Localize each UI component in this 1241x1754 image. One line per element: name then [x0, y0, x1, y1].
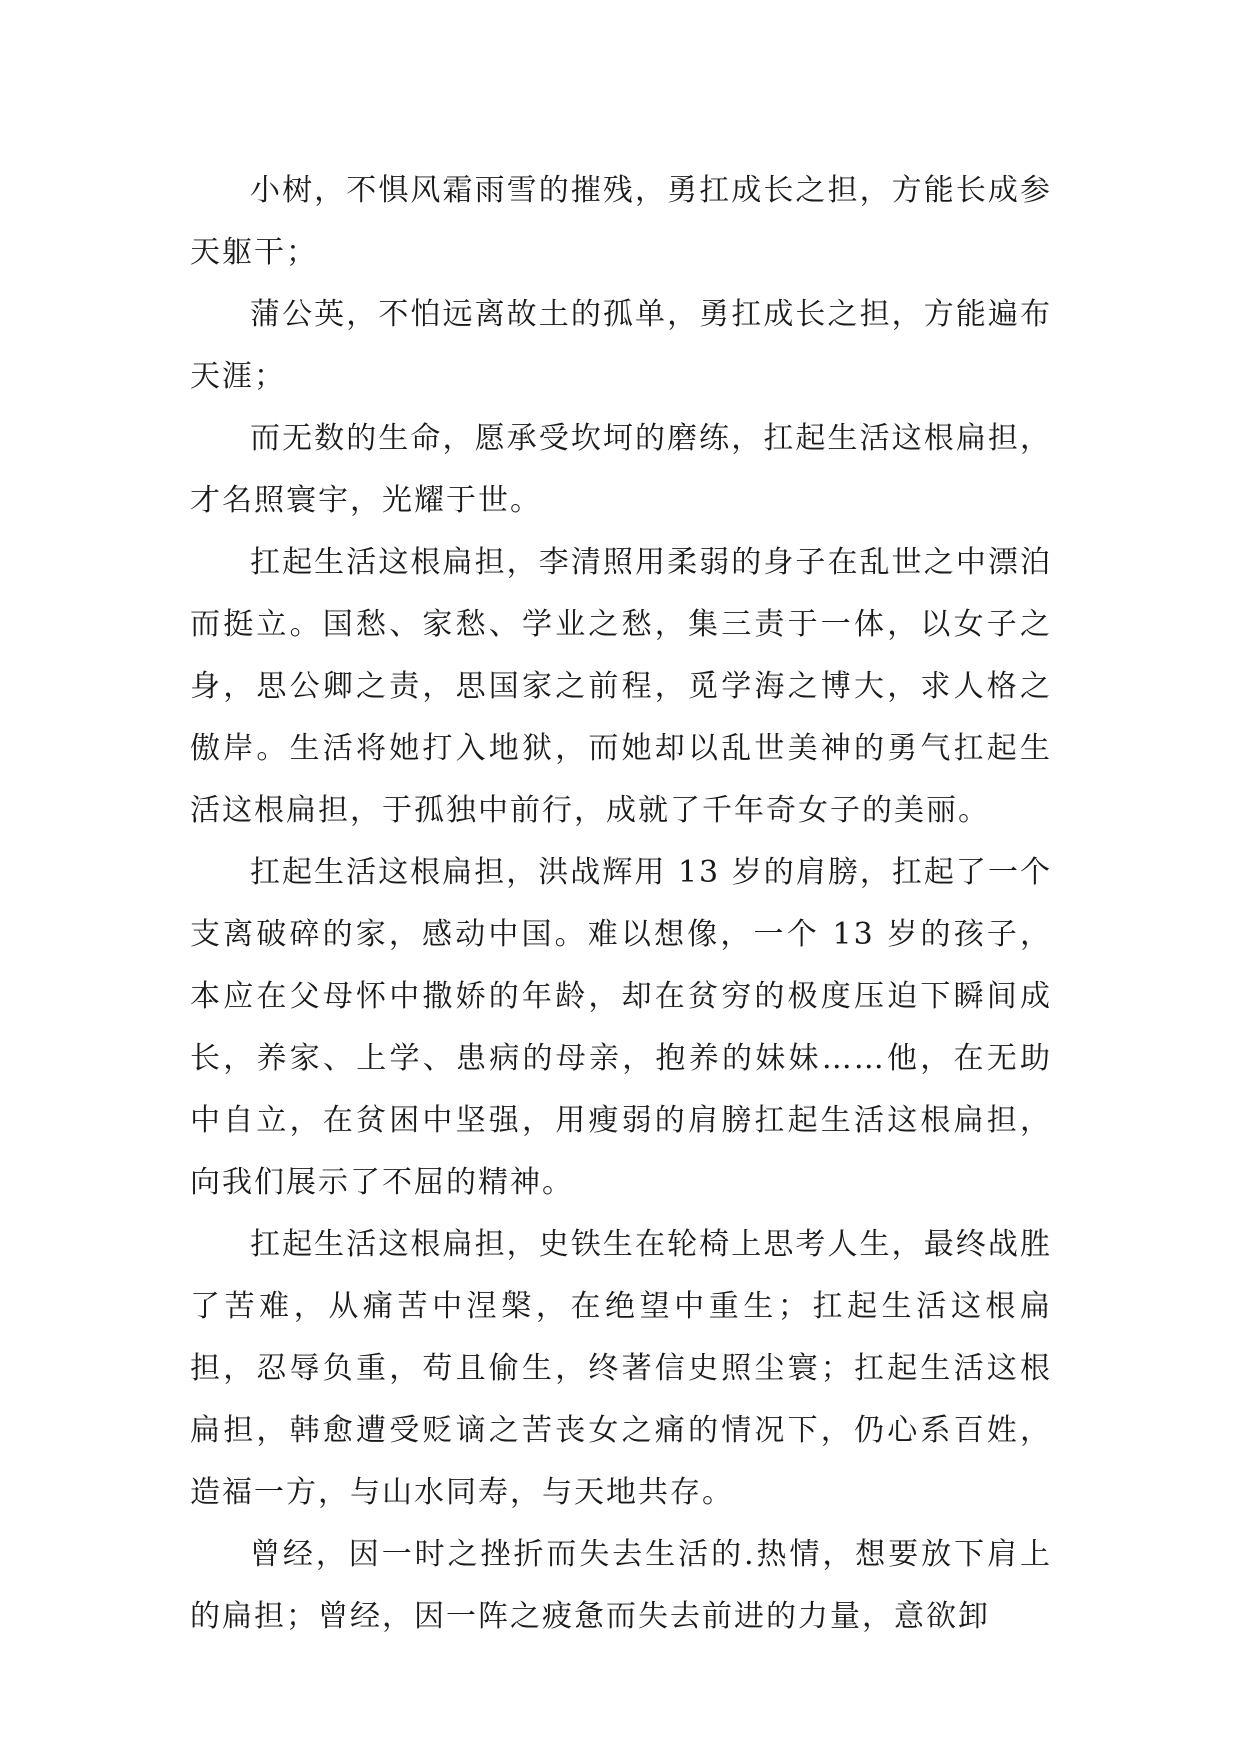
paragraph: 小树，不惧风霜雨雪的摧残，勇扛成长之担，方能长成参天躯干； — [190, 173, 1052, 270]
paragraph: 蒲公英，不怕远离故土的孤单，勇扛成长之担，方能遍布天涯； — [190, 297, 1052, 394]
paragraph: 扛起生活这根扁担，洪战辉用 13 岁的肩膀，扛起了一个支离破碎的家，感动中国。难以想像，一个 13 岁的孩子，本应在父母怀中撒娇的年龄，却在贫穷的极度压迫下瞬间成长，养家、上学、患病的母亲，抱养的妹妹……他，在无助中自立，在贫困中坚强，用瘦弱的肩膀扛起生活这根扁担，向我们展示了不屈的精神。 — [190, 855, 1052, 1200]
paragraph: 曾经，因一时之挫折而失去生活的.热情，想要放下肩上的扁担；曾经，因一阵之疲惫而失去前进的力量，意欲卸 — [190, 1537, 1052, 1634]
document-body — [190, 160, 1052, 1648]
paragraph: 扛起生活这根扁担，史铁生在轮椅上思考人生，最终战胜了苦难，从痛苦中涅槃，在绝望中重生；扛起生活这根扁担，忍辱负重，苟且偷生，终著信史照尘寰；扛起生活这根扁担，韩愈遭受贬谪之苦丧女之痛的情况下，仍心系百姓，造福一方，与山水同寿，与天地共存。 — [190, 1227, 1052, 1510]
paragraph: 扛起生活这根扁担，李清照用柔弱的身子在乱世之中漂泊而挺立。国愁、家愁、学业之愁，集三责于一体，以女子之身，思公卿之责，思国家之前程，觅学海之博大，求人格之傲岸。生活将她打入地狱，而她却以乱世美神的勇气扛起生活这根扁担，于孤独中前行，成就了千年奇女子的美丽。 — [190, 545, 1052, 828]
paragraph: 而无数的生命，愿承受坎坷的磨练，扛起生活这根扁担，才名照寰宇，光耀于世。 — [190, 421, 1052, 518]
